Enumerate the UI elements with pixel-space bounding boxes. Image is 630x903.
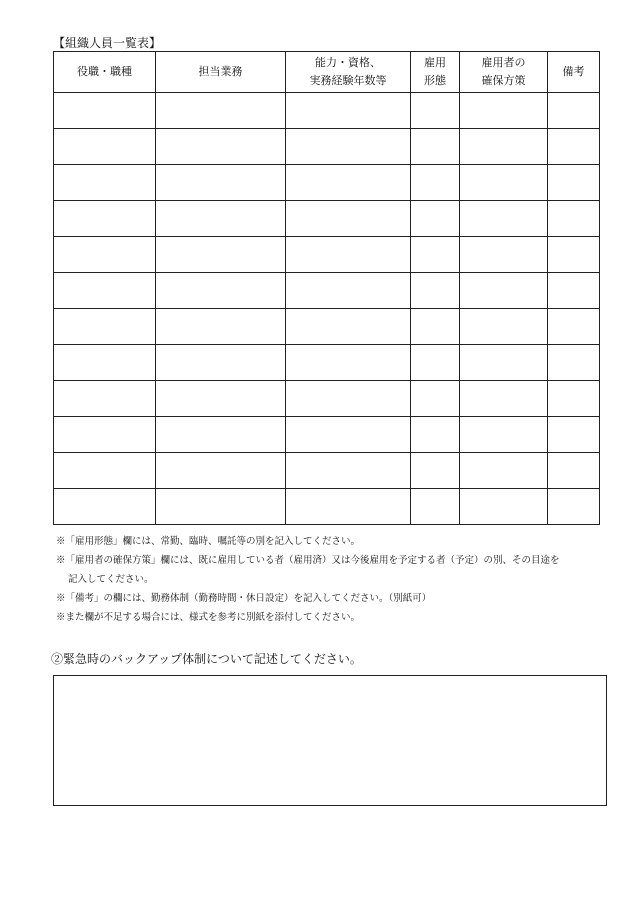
cell-assigned-duties[interactable] <box>156 201 286 237</box>
cell-assigned-duties[interactable] <box>156 93 286 129</box>
cell-assigned-duties[interactable] <box>156 237 286 273</box>
table-row <box>54 237 600 273</box>
cell-assigned-duties[interactable] <box>156 453 286 489</box>
cell-employment-type[interactable] <box>411 237 460 273</box>
cell-qualifications-experience[interactable] <box>286 237 411 273</box>
cell-assigned-duties[interactable] <box>156 165 286 201</box>
header-position-role: 役職・職種 <box>54 52 156 93</box>
cell-staff-securing-plan[interactable] <box>460 345 548 381</box>
backup-system-heading: ②緊急時のバックアップ体制について記述してください。 <box>51 652 362 666</box>
cell-remarks[interactable] <box>548 381 600 417</box>
cell-staff-securing-plan[interactable] <box>460 309 548 345</box>
header-remarks: 備考 <box>548 52 600 93</box>
cell-qualifications-experience[interactable] <box>286 417 411 453</box>
backup-system-answer-box[interactable] <box>53 675 607 806</box>
cell-position-role[interactable] <box>54 381 156 417</box>
table-row <box>54 381 600 417</box>
cell-employment-type[interactable] <box>411 165 460 201</box>
note-remarks: ※「備考」の欄には、勤務体制（勤務時間・休日設定）を記入してください。（別紙可） <box>56 593 432 604</box>
cell-remarks[interactable] <box>548 417 600 453</box>
table-row <box>54 345 600 381</box>
cell-qualifications-experience[interactable] <box>286 345 411 381</box>
cell-qualifications-experience[interactable] <box>286 201 411 237</box>
cell-remarks[interactable] <box>548 201 600 237</box>
cell-qualifications-experience[interactable] <box>286 489 411 525</box>
cell-qualifications-experience[interactable] <box>286 129 411 165</box>
cell-position-role[interactable] <box>54 309 156 345</box>
table-row <box>54 417 600 453</box>
table-row <box>54 93 600 129</box>
cell-assigned-duties[interactable] <box>156 129 286 165</box>
cell-qualifications-experience[interactable] <box>286 381 411 417</box>
cell-employment-type[interactable] <box>411 381 460 417</box>
cell-assigned-duties[interactable] <box>156 417 286 453</box>
table-title: 【組織人員一覧表】 <box>53 36 162 50</box>
cell-assigned-duties[interactable] <box>156 273 286 309</box>
cell-position-role[interactable] <box>54 489 156 525</box>
table-row <box>54 453 600 489</box>
note-employment-type: ※「雇用形態」欄には、常勤、臨時、嘱託等の別を記入してください。 <box>56 536 361 547</box>
cell-staff-securing-plan[interactable] <box>460 453 548 489</box>
cell-position-role[interactable] <box>54 165 156 201</box>
cell-position-role[interactable] <box>54 273 156 309</box>
cell-employment-type[interactable] <box>411 417 460 453</box>
cell-staff-securing-plan[interactable] <box>460 129 548 165</box>
cell-employment-type[interactable] <box>411 129 460 165</box>
cell-staff-securing-plan[interactable] <box>460 273 548 309</box>
cell-qualifications-experience[interactable] <box>286 309 411 345</box>
cell-remarks[interactable] <box>548 165 600 201</box>
cell-assigned-duties[interactable] <box>156 345 286 381</box>
cell-employment-type[interactable] <box>411 273 460 309</box>
cell-position-role[interactable] <box>54 129 156 165</box>
cell-position-role[interactable] <box>54 453 156 489</box>
cell-staff-securing-plan[interactable] <box>460 165 548 201</box>
table-header-row <box>54 52 600 93</box>
cell-staff-securing-plan[interactable] <box>460 381 548 417</box>
cell-qualifications-experience[interactable] <box>286 453 411 489</box>
cell-staff-securing-plan[interactable] <box>460 489 548 525</box>
cell-position-role[interactable] <box>54 345 156 381</box>
cell-assigned-duties[interactable] <box>156 309 286 345</box>
cell-employment-type[interactable] <box>411 93 460 129</box>
cell-qualifications-experience[interactable] <box>286 273 411 309</box>
cell-employment-type[interactable] <box>411 309 460 345</box>
table-row <box>54 273 600 309</box>
header-staff-securing-plan: 雇用者の 確保方策 <box>460 52 548 93</box>
cell-position-role[interactable] <box>54 201 156 237</box>
header-assigned-duties: 担当業務 <box>156 52 286 93</box>
cell-assigned-duties[interactable] <box>156 381 286 417</box>
header-qualifications-experience: 能力・資格、 実務経験年数等 <box>286 52 411 93</box>
cell-staff-securing-plan[interactable] <box>460 93 548 129</box>
cell-employment-type[interactable] <box>411 345 460 381</box>
note-securing-plan: ※「雇用者の確保方策」欄には、既に雇用している者（雇用済）又は今後雇用を予定する者（予定）の別、その目途を <box>56 555 560 566</box>
cell-staff-securing-plan[interactable] <box>460 237 548 273</box>
cell-employment-type[interactable] <box>411 489 460 525</box>
cell-remarks[interactable] <box>548 309 600 345</box>
table-row <box>54 129 600 165</box>
cell-assigned-duties[interactable] <box>156 489 286 525</box>
cell-remarks[interactable] <box>548 273 600 309</box>
cell-position-role[interactable] <box>54 93 156 129</box>
table-row <box>54 309 600 345</box>
cell-remarks[interactable] <box>548 489 600 525</box>
cell-qualifications-experience[interactable] <box>286 165 411 201</box>
table-row <box>54 165 600 201</box>
cell-employment-type[interactable] <box>411 201 460 237</box>
header-employment-type: 雇用 形態 <box>411 52 460 93</box>
cell-staff-securing-plan[interactable] <box>460 201 548 237</box>
cell-remarks[interactable] <box>548 237 600 273</box>
cell-staff-securing-plan[interactable] <box>460 417 548 453</box>
cell-remarks[interactable] <box>548 453 600 489</box>
table-notes <box>56 532 616 627</box>
table-row <box>54 201 600 237</box>
cell-qualifications-experience[interactable] <box>286 93 411 129</box>
note-attach-sheet: ※また欄が不足する場合には、様式を参考に別紙を添付してください。 <box>56 612 361 623</box>
cell-remarks[interactable] <box>548 345 600 381</box>
table-row <box>54 489 600 525</box>
cell-position-role[interactable] <box>54 237 156 273</box>
cell-remarks[interactable] <box>548 129 600 165</box>
cell-position-role[interactable] <box>54 417 156 453</box>
note-securing-plan-continued: 記入してください。 <box>68 574 154 585</box>
cell-remarks[interactable] <box>548 93 600 129</box>
cell-employment-type[interactable] <box>411 453 460 489</box>
organization-staff-table <box>53 51 600 525</box>
